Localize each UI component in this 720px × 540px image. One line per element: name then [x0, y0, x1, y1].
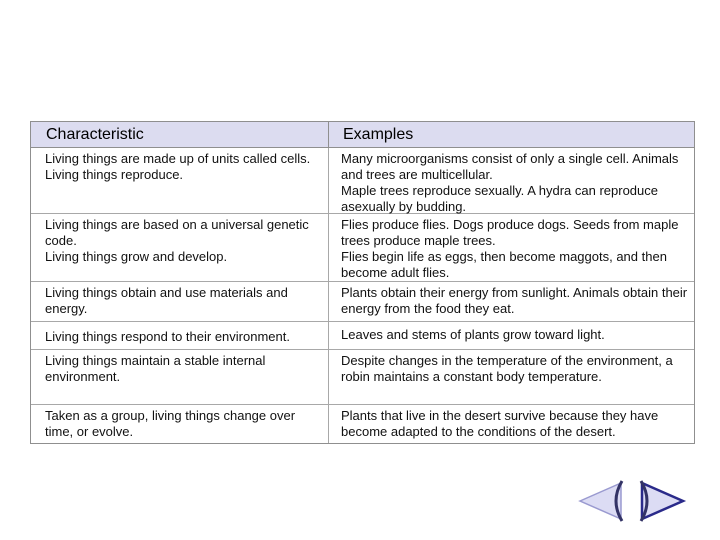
- table-header: [31, 122, 694, 148]
- row-example: Despite changes in the temperature of the environment, a robin maintains a constant body temperature.: [341, 353, 673, 384]
- row-characteristic: Living things respond to their environment.: [31, 322, 329, 349]
- table-row: [31, 282, 694, 322]
- row-characteristic: Living things obtain and use materials and energy.: [31, 282, 329, 321]
- table-row: [31, 322, 694, 350]
- slide-navigation: [575, 476, 690, 526]
- row-example: Plants obtain their energy from sunlight. Animals obtain their energy from the food they eat.: [341, 285, 688, 316]
- row-characteristic: Living things are made up of units called cells. Living things reproduce.: [31, 148, 329, 213]
- forward-arrow-icon[interactable]: [641, 481, 683, 521]
- row-example: Leaves and stems of plants grow toward light.: [341, 327, 605, 342]
- header-characteristic: Characteristic: [31, 122, 329, 147]
- row-characteristic: Taken as a group, living things change over time, or evolve.: [31, 405, 329, 443]
- table-row: [31, 405, 694, 443]
- navigation-arrows: [575, 476, 690, 526]
- row-characteristic: Living things are based on a universal genetic code. Living things grow and develop.: [31, 214, 329, 281]
- row-example: Plants that live in the desert survive because they have become adapted to the conditions of the desert.: [341, 408, 659, 439]
- row-example: Flies produce flies. Dogs produce dogs. Seeds from maple trees produce maple trees. Flies begin life as eggs, then become maggots, and then become adult flies.: [341, 217, 679, 280]
- characteristics-table: [30, 121, 695, 444]
- table-row: [31, 350, 694, 405]
- back-arrow-icon[interactable]: [580, 481, 622, 521]
- table-row: [31, 214, 694, 282]
- row-example: Many microorganisms consist of only a single cell. Animals and trees are multicellular. Maple trees reproduce sexually. A hydra can reproduce asexually by budding.: [341, 151, 679, 214]
- row-characteristic: Living things maintain a stable internal environment.: [31, 350, 329, 404]
- header-examples: Examples: [343, 126, 414, 143]
- table-row: [31, 148, 694, 214]
